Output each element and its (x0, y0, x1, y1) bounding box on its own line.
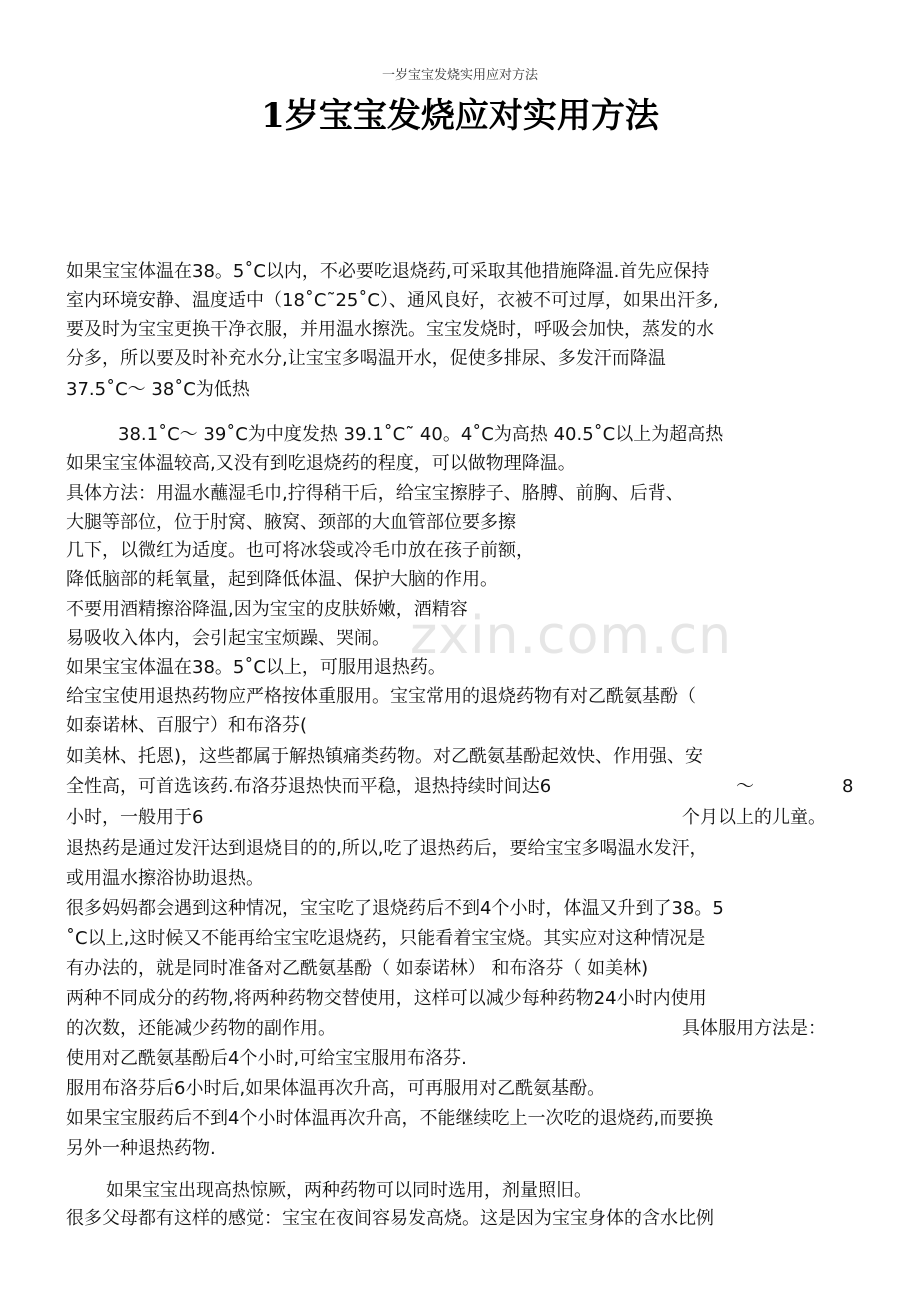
text-line: 37.5˚C～ 38˚C为低热 (66, 379, 250, 400)
text-line: 很多父母都有这样的感觉：宝宝在夜间容易发高烧。这是因为宝宝身体的含水比例 (66, 1208, 714, 1229)
text-line: 或用温水擦浴协助退热。 (66, 868, 264, 889)
text-line: 如果宝宝出现高热惊厥，两种药物可以同时选用，剂量照旧。 (106, 1180, 592, 1201)
running-header: 一岁宝宝发烧实用应对方法 (381, 68, 538, 83)
text-line: 两种不同成分的药物,将两种药物交替使用，这样可以减少每种药物24小时内使用 (66, 988, 707, 1009)
page-title: 1岁宝宝发烧应对实用方法 (261, 96, 659, 136)
text-line: 全性高，可首选该药.布洛芬退热快而平稳，退热持续时间达6 (66, 776, 552, 797)
watermark: zxin.com.cn (410, 606, 733, 666)
text-line: 室内环境安静、温度适中（18˚C˜25˚C）、通风良好，衣被不可过厚，如果出汗多, (66, 290, 719, 311)
text-fragment: ～ (736, 776, 754, 797)
text-line: 退热药是通过发汗达到退烧目的的,所以,吃了退热药后，要给宝宝多喝温水发汗， (66, 838, 708, 859)
text-line: 降低脑部的耗氧量，起到降低体温、保护大脑的作用。 (66, 569, 498, 590)
text-line: 如泰诺林、百服宁）和布洛芬( (66, 715, 308, 736)
text-line: ˚C以上,这时候又不能再给宝宝吃退烧药，只能看着宝宝烧。其实应对这种情况是 (66, 928, 706, 949)
text-line: 小时，一般用于6 (66, 807, 204, 828)
text-line: 如美林、托恩)，这些都属于解热镇痛类药物。对乙酰氨基酚起效快、作用强、安 (66, 746, 704, 767)
text-line: 要及时为宝宝更换干净衣服，并用温水擦洗。宝宝发烧时，呼吸会加快，蒸发的水 (66, 319, 714, 340)
text-line: 给宝宝使用退热药物应严格按体重服用。宝宝常用的退烧药物有对乙酰氨基酚（ (66, 686, 696, 707)
text-line: 如果宝宝体温在38。5˚C以上，可服用退热药。 (66, 657, 446, 678)
text-line: 不要用酒精擦浴降温,因为宝宝的皮肤娇嫩，酒精容 (66, 599, 468, 620)
text-fragment: 8 (842, 776, 854, 797)
text-line: 分多，所以要及时补充水分,让宝宝多喝温开水，促使多排尿、多发汗而降温 (66, 348, 666, 369)
text-line: 具体方法：用温水蘸湿毛巾,拧得稍干后，给宝宝擦脖子、胳膊、前胸、后背、 (66, 483, 684, 504)
text-fragment: 具体服用方法是： (682, 1018, 826, 1039)
text-line: 很多妈妈都会遇到这种情况，宝宝吃了退烧药后不到4个小时，体温又升到了38。5 (66, 898, 724, 919)
text-line: 38.1˚C～ 39˚C为中度发热 39.1˚C˜ 40。4˚C为高热 40.5˚C以上为超高热 (118, 424, 724, 445)
text-line: 如果宝宝体温较高,又没有到吃退烧药的程度，可以做物理降温。 (66, 453, 576, 474)
text-line: 易吸收入体内，会引起宝宝烦躁、哭闹。 (66, 628, 390, 649)
text-fragment: 个月以上的儿童。 (682, 807, 826, 828)
text-line: 如果宝宝体温在38。5˚C以内，不必要吃退烧药,可采取其他措施降温.首先应保持 (66, 261, 710, 282)
text-line: 使用对乙酰氨基酚后4个小时,可给宝宝服用布洛芬. (66, 1048, 467, 1069)
text-line: 大腿等部位，位于肘窝、腋窝、颈部的大血管部位要多擦 (66, 512, 516, 533)
text-line: 如果宝宝服药后不到4个小时体温再次升高，不能继续吃上一次吃的退烧药,而要换 (66, 1108, 714, 1129)
text-line: 另外一种退热药物. (66, 1138, 216, 1159)
text-line: 的次数，还能减少药物的副作用。 (66, 1018, 336, 1039)
text-line: 服用布洛芬后6小时后,如果体温再次升高，可再服用对乙酰氨基酚。 (66, 1078, 606, 1099)
text-line: 有办法的，就是同时准备对乙酰氨基酚（ 如泰诺林） 和布洛芬（ 如美林) (66, 958, 649, 979)
text-line: 几下，以微红为适度。也可将冰袋或冷毛巾放在孩子前额， (66, 540, 534, 561)
